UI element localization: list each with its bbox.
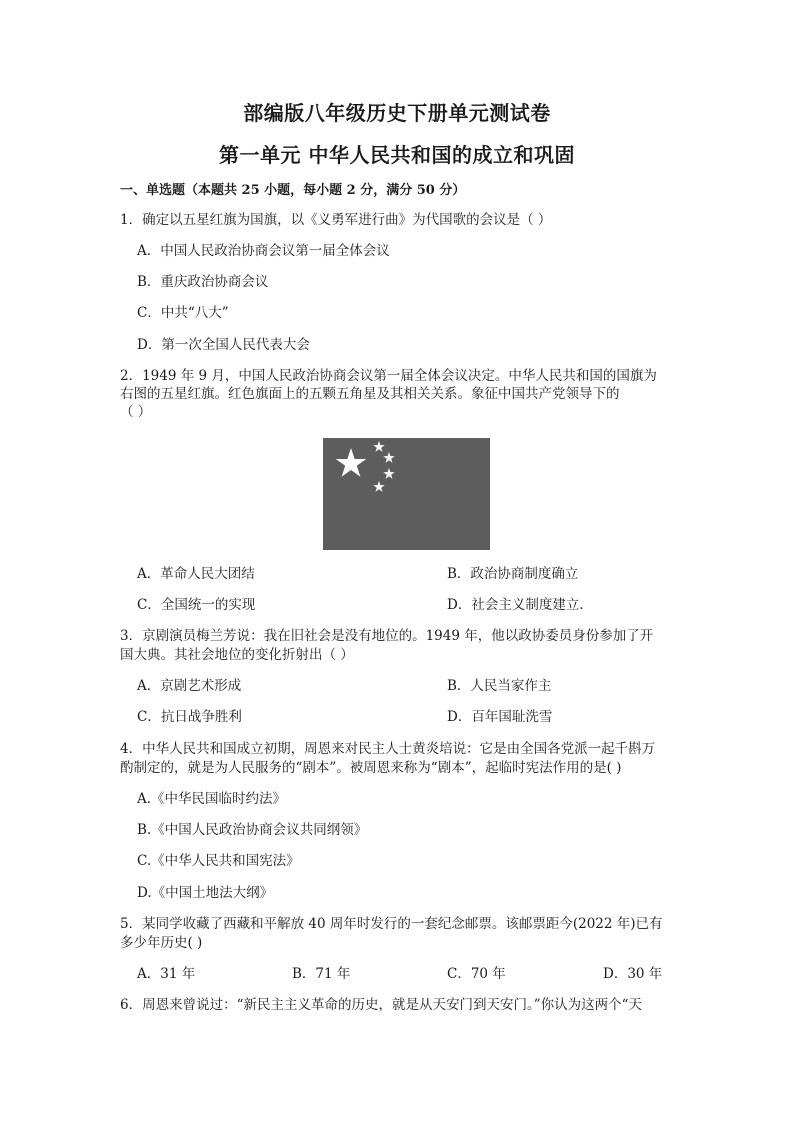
question-3-option-c: C．抗日战争胜利: [137, 709, 242, 725]
question-3-option-a: A．京剧艺术形成: [137, 678, 242, 694]
question-4-option-c: C.《中华人民共和国宪法》: [137, 853, 300, 869]
large-star-icon: [336, 448, 366, 477]
five-star-flag-image: [323, 438, 490, 550]
small-star-icon: [373, 441, 384, 452]
question-2-option-a: A．革命人民大团结: [137, 566, 255, 582]
exam-title: 部编版八年级历史下册单元测试卷: [243, 101, 551, 125]
question-1-option-a: A．中国人民政治协商会议第一届全体会议: [137, 243, 390, 259]
question-3-stem-line-1: 3．京剧演员梅兰芳说：我在旧社会是没有地位的。1949 年，他以政协委员身份参加了开: [120, 628, 654, 644]
question-1-option-d: D．第一次全国人民代表大会: [137, 337, 310, 353]
flag-stars-svg: [323, 438, 490, 550]
question-1-stem: 1．确定以五星红旗为国旗，以《义勇军进行曲》为代国歌的会议是（ ）: [120, 212, 552, 228]
question-4-option-a: A.《中华民国临时约法》: [137, 791, 287, 807]
question-2-option-b: B．政治协商制度确立: [447, 566, 579, 582]
question-5-option-b: B．71 年: [292, 966, 351, 982]
question-3-option-d: D．百年国耻洗雪: [447, 709, 553, 725]
small-star-icon: [373, 481, 384, 492]
question-4-stem-line-1: 4．中华人民共和国成立初期，周恩来对民主人士黄炎培说：它是由全国各党派一起千斟万: [120, 741, 656, 757]
small-star-icon: [383, 468, 394, 479]
question-2-option-c: C．全国统一的实现: [137, 597, 256, 613]
question-1-option-b: B．重庆政治协商会议: [137, 274, 269, 290]
section-heading: 一、单选题（本题共 25 小题，每小题 2 分，满分 50 分）: [120, 183, 466, 198]
question-2-stem-line-3: （ ）: [120, 404, 152, 420]
question-2-stem-line-1: 2．1949 年 9 月，中国人民政治协商会议第一届全体会议决定。中华人民共和国的国旗为: [120, 368, 657, 384]
question-5-option-d: D．30 年: [603, 966, 663, 982]
question-2-option-d: D．社会主义制度建立．: [447, 597, 593, 613]
question-5-stem-line-2: 多少年历史( ): [120, 935, 203, 951]
question-4-stem-line-2: 酌制定的，就是为人民服务的“剧本”。被周恩来称为“剧本”，起临时宪法作用的是( ): [120, 760, 622, 776]
question-3-option-b: B．人民当家作主: [447, 678, 552, 694]
small-star-icon: [383, 452, 394, 463]
unit-title: 第一单元 中华人民共和国的成立和巩固: [219, 143, 575, 167]
question-1-option-c: C．中共“八大”: [137, 305, 229, 321]
question-3-stem-line-2: 国大典。其社会地位的变化折射出（ ）: [120, 647, 354, 663]
question-5-option-a: A．31 年: [137, 966, 196, 982]
question-2-stem-line-2: 右图的五星红旗。红色旗面上的五颗五角星及其相关关系。象征中国共产党领导下的: [120, 386, 620, 402]
question-6-stem-line-1: 6．周恩来曾说过：“新民主主义革命的历史，就是从天安门到天安门。”你认为这两个“天: [120, 997, 643, 1013]
question-4-option-d: D.《中国土地法大纲》: [137, 885, 274, 901]
question-4-option-b: B.《中国人民政治协商会议共同纲领》: [137, 822, 368, 838]
question-5-option-c: C．70 年: [447, 966, 506, 982]
question-5-stem-line-1: 5．某同学收藏了西藏和平解放 40 周年时发行的一套纪念邮票。该邮票距今(2022 年)已有: [120, 916, 663, 932]
